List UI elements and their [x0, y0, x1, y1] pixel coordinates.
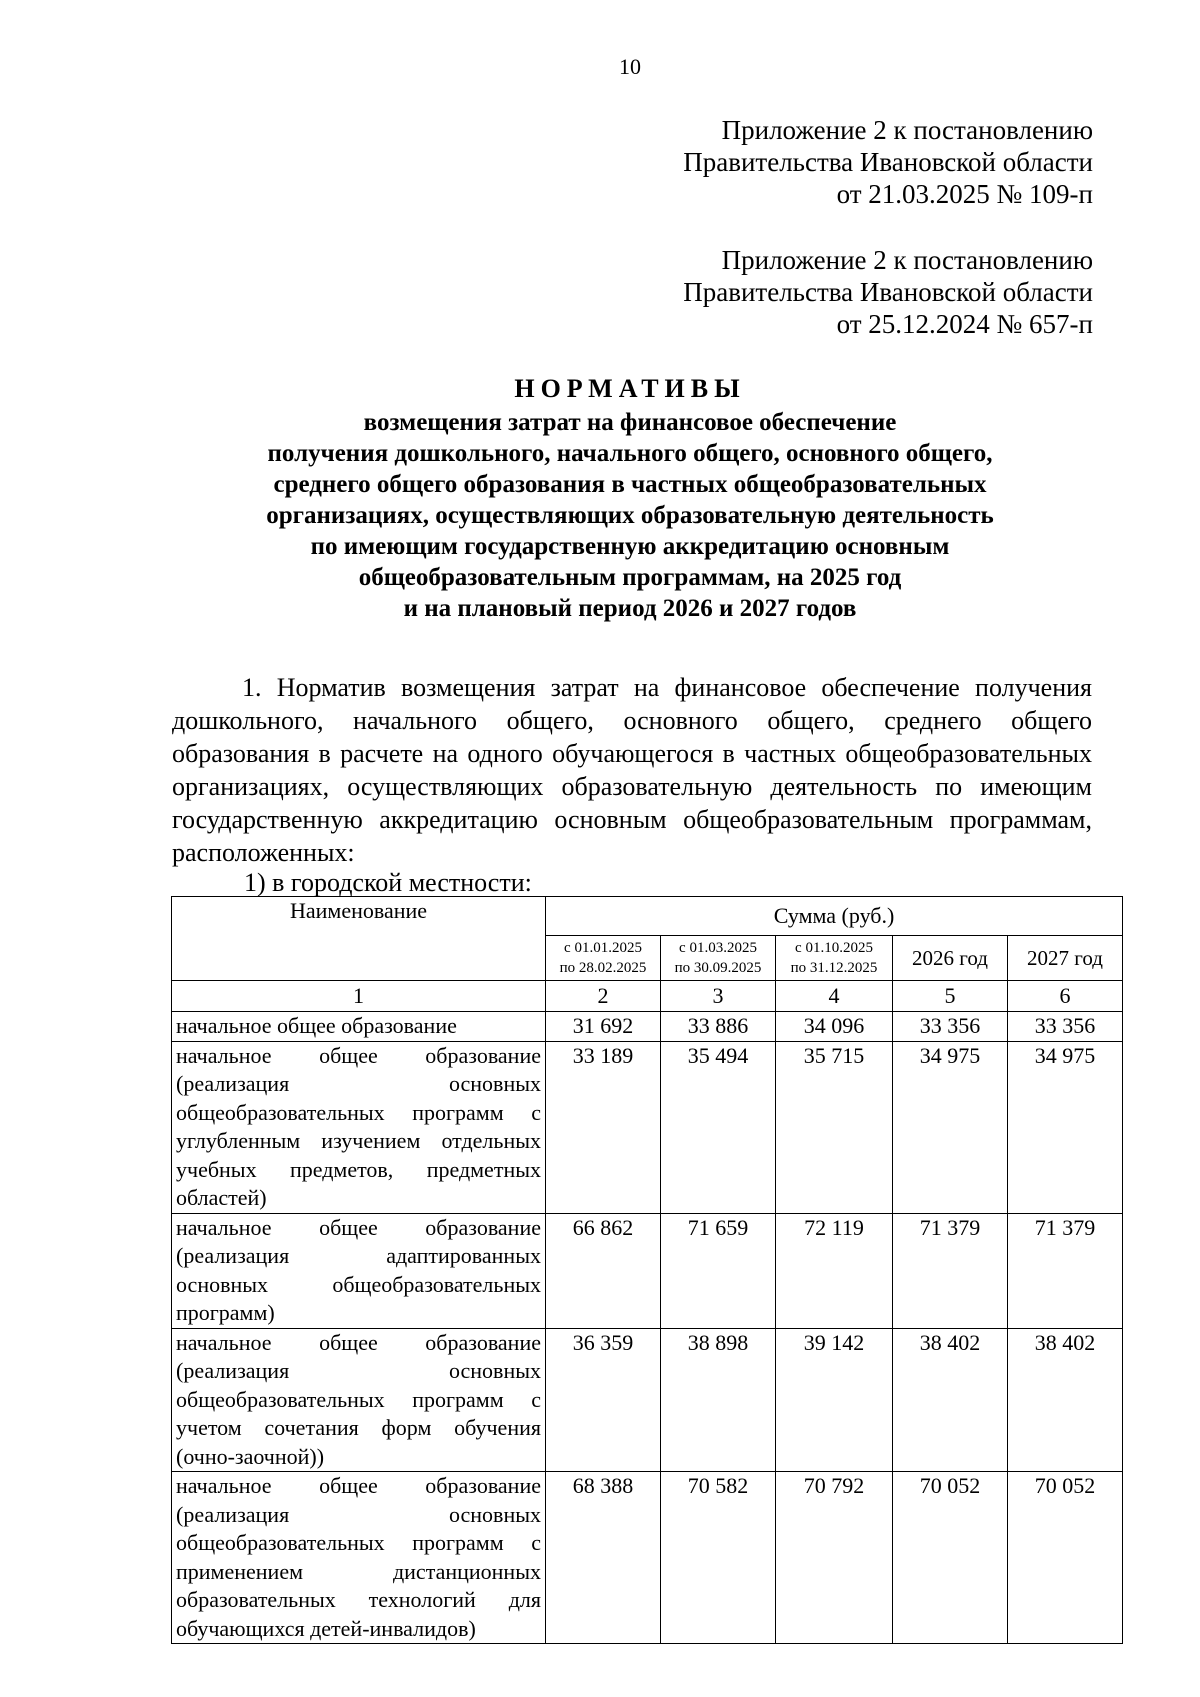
appendix-reference-old — [683, 244, 1093, 340]
row-name: начальное общее образование (реализация основных общеобразовательных программ с углубленным изучением отдельных учебных предметов, предметных областей) — [172, 1041, 546, 1213]
period-start: с 01.10.2025 — [795, 940, 873, 956]
row-value: 66 862 — [546, 1213, 661, 1328]
subpoint-urban: 1) в городской местности: — [244, 868, 532, 897]
appendix-date: от 25.12.2024 № 657-п — [836, 309, 1093, 339]
column-header-name: Наименование — [172, 897, 546, 981]
column-header-period — [661, 936, 776, 981]
row-value: 33 189 — [546, 1041, 661, 1213]
column-number: 1 — [172, 981, 546, 1012]
column-number: 6 — [1008, 981, 1123, 1012]
column-number-row — [172, 981, 1123, 1012]
row-value: 70 052 — [893, 1472, 1008, 1644]
appendix-line: Приложение 2 к постановлению — [721, 245, 1093, 275]
norms-table — [171, 896, 1123, 1644]
column-number: 4 — [776, 981, 893, 1012]
title-line: общеобразовательным программам, на 2025 год — [358, 564, 902, 591]
row-value: 35 715 — [776, 1041, 893, 1213]
row-value: 34 975 — [893, 1041, 1008, 1213]
column-header-sum: Сумма (руб.) — [546, 897, 1123, 936]
title-heading: НОРМАТИВЫ — [514, 374, 746, 403]
header-row — [172, 897, 1123, 936]
row-value: 33 356 — [893, 1012, 1008, 1042]
row-value: 39 142 — [776, 1328, 893, 1472]
appendix-line: Правительства Ивановской области — [683, 147, 1093, 177]
title-line: и на плановый период 2026 и 2027 годов — [403, 595, 857, 622]
paragraph-1: 1. Норматив возмещения затрат на финансовое обеспечение получения дошкольного, начального общего, основного общего, среднего общего образования в расчете на одного обучающегося в частных общеобразовательных организациях, осуществляющих образовательную деятельность по имеющим государственную аккредитацию основным общеобразовательным программам, расположенных: — [172, 673, 1092, 867]
column-header-2026: 2026 год — [893, 936, 1008, 981]
column-header-2027: 2027 год — [1008, 936, 1123, 981]
table-row — [172, 1472, 1123, 1644]
row-value: 71 379 — [1008, 1213, 1123, 1328]
period-end: по 28.02.2025 — [559, 960, 647, 976]
title-line: среднего общего образования в частных общеобразовательных — [273, 471, 987, 498]
row-value: 33 356 — [1008, 1012, 1123, 1042]
period-end: по 31.12.2025 — [790, 960, 878, 976]
row-value: 70 582 — [661, 1472, 776, 1644]
row-value: 31 692 — [546, 1012, 661, 1042]
row-name: начальное общее образование (реализация основных общеобразовательных программ с учетом сочетания форм обучения (очно-заочной)) — [172, 1328, 546, 1472]
row-value: 71 379 — [893, 1213, 1008, 1328]
period-end: по 30.09.2025 — [674, 960, 762, 976]
column-number: 2 — [546, 981, 661, 1012]
title-line: по имеющим государственную аккредитацию основным — [310, 533, 950, 560]
row-value: 36 359 — [546, 1328, 661, 1472]
table-row — [172, 1328, 1123, 1472]
row-value: 38 402 — [893, 1328, 1008, 1472]
row-name: начальное общее образование — [172, 1012, 546, 1042]
period-start: с 01.03.2025 — [679, 940, 757, 956]
period-start: с 01.01.2025 — [564, 940, 642, 956]
document-title — [140, 373, 1120, 624]
row-value: 38 898 — [661, 1328, 776, 1472]
title-line: получения дошкольного, начального общего, основного общего, — [267, 440, 993, 467]
row-value: 70 792 — [776, 1472, 893, 1644]
table-row — [172, 1213, 1123, 1328]
row-value: 33 886 — [661, 1012, 776, 1042]
row-value: 71 659 — [661, 1213, 776, 1328]
row-value: 38 402 — [1008, 1328, 1123, 1472]
title-line: организациях, осуществляющих образовательную деятельность — [266, 502, 994, 529]
appendix-date: от 21.03.2025 № 109-п — [836, 179, 1093, 209]
table-row — [172, 1041, 1123, 1213]
title-line: возмещения затрат на финансовое обеспечение — [363, 409, 897, 436]
page-number: 10 — [619, 54, 641, 79]
row-value: 72 119 — [776, 1213, 893, 1328]
row-name: начальное общее образование (реализация основных общеобразовательных программ с применением дистанционных образовательных технологий для обучающихся детей-инвалидов) — [172, 1472, 546, 1644]
column-number: 5 — [893, 981, 1008, 1012]
row-value: 34 096 — [776, 1012, 893, 1042]
column-header-period — [776, 936, 893, 981]
row-name: начальное общее образование (реализация адаптированных основных общеобразовательных программ) — [172, 1213, 546, 1328]
column-number: 3 — [661, 981, 776, 1012]
appendix-line: Правительства Ивановской области — [683, 277, 1093, 307]
appendix-line: Приложение 2 к постановлению — [721, 115, 1093, 145]
row-value: 68 388 — [546, 1472, 661, 1644]
row-value: 34 975 — [1008, 1041, 1123, 1213]
column-header-period — [546, 936, 661, 981]
row-value: 35 494 — [661, 1041, 776, 1213]
row-value: 70 052 — [1008, 1472, 1123, 1644]
table-row — [172, 1012, 1123, 1042]
appendix-reference-new — [683, 114, 1093, 210]
